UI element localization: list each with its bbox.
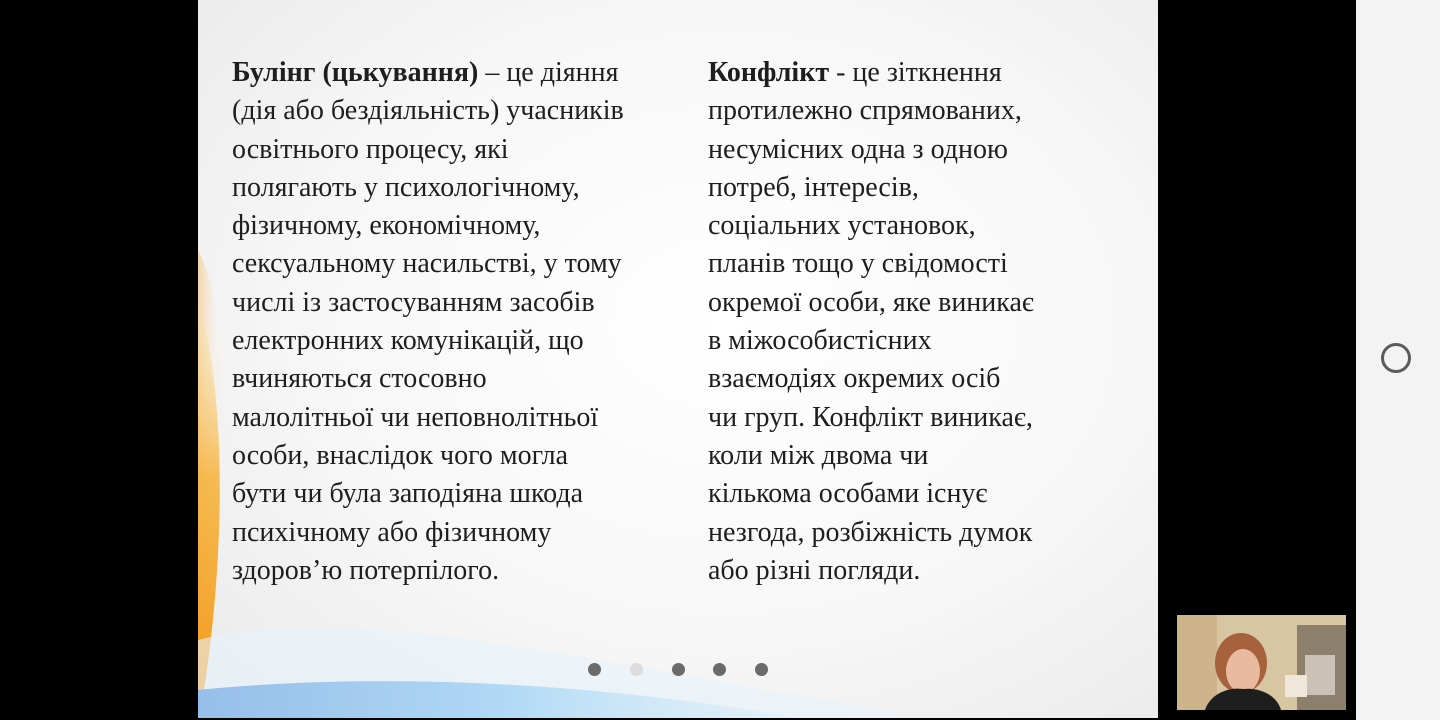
- pagination-dot[interactable]: [630, 663, 643, 676]
- left-letterbox: [0, 0, 198, 720]
- text-line: в міжособистісних: [708, 325, 932, 357]
- text-line: малолітньої чи неповнолітньої: [232, 401, 599, 433]
- pagination-dot[interactable]: [713, 663, 726, 676]
- text-line: здоров’ю потерпілого.: [232, 554, 500, 586]
- term-heading: Булінг (цькування): [232, 57, 479, 88]
- text-line: числі із застосуванням засобів: [232, 286, 595, 318]
- slide-pagination: [588, 662, 768, 678]
- text-line: коли між двома чи: [708, 439, 929, 471]
- participant-video[interactable]: [1177, 615, 1346, 710]
- text-line: сексуальному насильстві, у тому: [232, 248, 622, 280]
- text-line: особи, внаслідок чого могла: [232, 439, 569, 471]
- text-line: незгода, розбіжність думок: [708, 516, 1033, 548]
- text-line: протилежно спрямованих,: [708, 95, 1022, 127]
- light-wave: [198, 627, 898, 718]
- text-line: (дія або бездіяльність) учасників: [232, 95, 624, 127]
- term-heading: Конфлікт: [708, 57, 830, 88]
- text-line: фізичному, економічному,: [232, 210, 541, 242]
- text-line: окремої особи, яке виникає: [708, 286, 1034, 318]
- pagination-dot[interactable]: [588, 663, 601, 676]
- conflict-definition: [708, 54, 1138, 590]
- text-line: несумісних одна з одною: [708, 133, 1008, 165]
- text-line: бути чи була заподіяна шкода: [232, 478, 584, 510]
- home-circle-icon[interactable]: [1381, 343, 1411, 373]
- text-line: психічному або фізичному: [232, 516, 552, 548]
- text-line: потреб, інтересів,: [708, 171, 919, 203]
- pagination-dot[interactable]: [672, 663, 685, 676]
- presentation-slide: [198, 0, 1158, 718]
- term-definition-start: - це зіткнення: [829, 57, 1002, 88]
- bullying-definition: [232, 54, 702, 590]
- pagination-dot[interactable]: [755, 663, 768, 676]
- text-line: вчиняються стосовно: [232, 363, 487, 395]
- text-line: кількома особами існує: [708, 478, 988, 510]
- text-line: або різні погляди.: [708, 554, 921, 586]
- text-line: електронних комунікацій, що: [232, 325, 584, 357]
- text-line: [232, 54, 702, 92]
- participant-video-frame: [1177, 615, 1346, 710]
- text-line: чи груп. Конфлікт виникає,: [708, 401, 1033, 433]
- text-line: взаємодіях окремих осіб: [708, 363, 1001, 395]
- text-line: соціальних установок,: [708, 210, 976, 242]
- text-line: полягають у психологічному,: [232, 171, 580, 203]
- text-line: планів тощо у свідомості: [708, 248, 1008, 280]
- text-line: [708, 54, 1138, 92]
- term-definition-start: – це діяння: [478, 57, 619, 88]
- right-letterbox: [1158, 0, 1356, 720]
- text-line: освітнього процесу, які: [232, 133, 509, 165]
